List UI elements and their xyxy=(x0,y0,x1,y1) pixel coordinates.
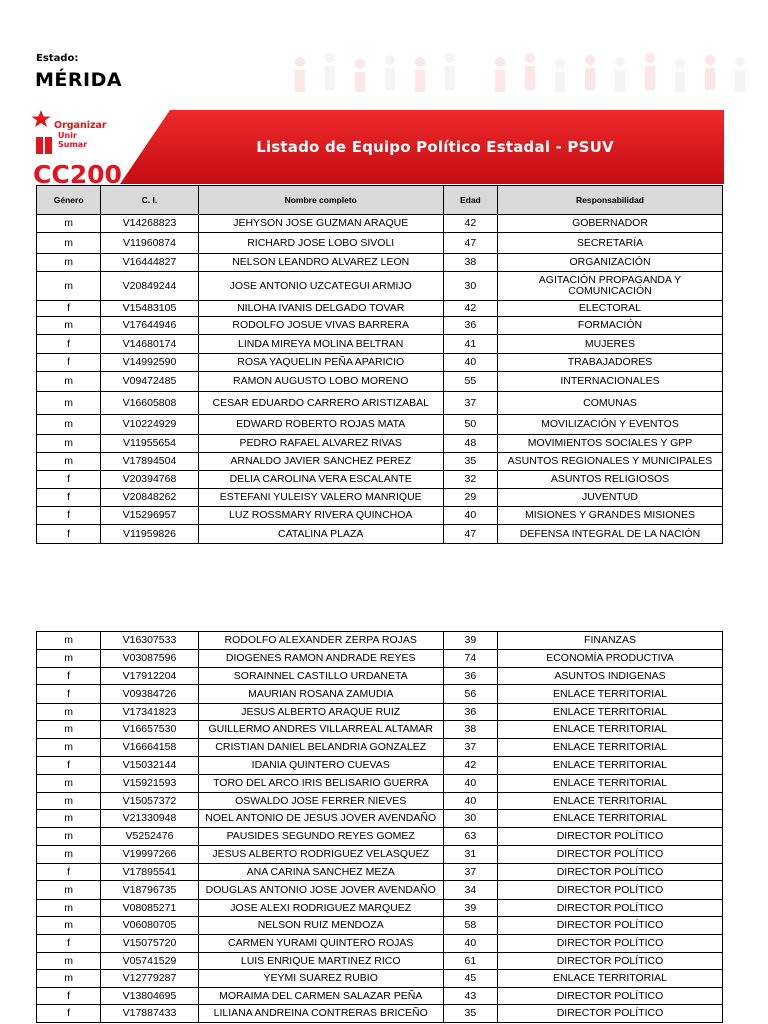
cell-responsabilidad: ENLACE TERRITORIAL xyxy=(497,970,722,988)
cell-ci: V15483105 xyxy=(101,301,198,317)
cell-ci: V09384726 xyxy=(101,685,198,704)
cell-edad: 58 xyxy=(443,917,497,935)
cell-edad: 37 xyxy=(443,392,497,415)
cell-nombre: ANA CARINA SANCHEZ MEZA xyxy=(198,864,443,881)
table-row xyxy=(37,507,723,525)
cell-responsabilidad: DEFENSA INTEGRAL DE LA NACIÓN xyxy=(497,525,722,544)
table-row xyxy=(37,739,723,757)
table2-body xyxy=(37,632,723,1023)
cell-responsabilidad: ECONOMÍA PRODUCTIVA xyxy=(497,650,722,668)
cell-ci: V14680174 xyxy=(101,335,198,354)
cell-nombre: CESAR EDUARDO CARRERO ARISTIZABAL xyxy=(198,392,443,415)
logo-line1: Organizar xyxy=(54,120,107,131)
table-row xyxy=(37,828,723,846)
cell-genero: m xyxy=(37,775,101,793)
cell-responsabilidad: ASUNTOS REGIONALES Y MUNICIPALES xyxy=(497,453,722,471)
cell-edad: 42 xyxy=(443,301,497,317)
cell-edad: 39 xyxy=(443,900,497,917)
table-row xyxy=(37,489,723,507)
cell-genero: m xyxy=(37,272,101,301)
cell-ci: V20849244 xyxy=(101,272,198,301)
cell-ci: V10224929 xyxy=(101,415,198,435)
table-row xyxy=(37,1005,723,1023)
cell-nombre: CARMEN YURAMI QUINTERO ROJAS xyxy=(198,935,443,953)
cell-edad: 36 xyxy=(443,317,497,335)
cell-responsabilidad: MOVILIZACIÓN Y EVENTOS xyxy=(497,415,722,435)
cell-responsabilidad: GOBERNADOR xyxy=(497,215,722,233)
logo-line2: Unir xyxy=(58,131,77,140)
table-row xyxy=(37,775,723,793)
table-row xyxy=(37,988,723,1005)
cell-edad: 40 xyxy=(443,354,497,372)
cell-nombre: CATALINA PLAZA xyxy=(198,525,443,544)
cell-ci: V17341823 xyxy=(101,704,198,721)
cell-nombre: RAMON AUGUSTO LOBO MORENO xyxy=(198,372,443,392)
cell-ci: V21330948 xyxy=(101,810,198,828)
cell-ci: V03087596 xyxy=(101,650,198,668)
cell-genero: f xyxy=(37,757,101,775)
cell-nombre: LUZ ROSSMARY RIVERA QUINCHOA xyxy=(198,507,443,525)
logo-brand: CC200 xyxy=(33,160,122,186)
table-row xyxy=(37,335,723,354)
cell-genero: m xyxy=(37,810,101,828)
cell-ci: V15075720 xyxy=(101,935,198,953)
cell-genero: m xyxy=(37,846,101,864)
cell-ci: V15057372 xyxy=(101,793,198,810)
cell-genero: f xyxy=(37,507,101,525)
cell-ci: V20848262 xyxy=(101,489,198,507)
cell-genero: m xyxy=(37,650,101,668)
cell-nombre: RODOLFO ALEXANDER ZERPA ROJAS xyxy=(198,632,443,650)
cell-genero: f xyxy=(37,935,101,953)
cell-nombre: MORAIMA DEL CARMEN SALAZAR PEÑA xyxy=(198,988,443,1005)
cell-edad: 42 xyxy=(443,215,497,233)
cell-nombre: ESTEFANI YULEISY VALERO MANRIQUE xyxy=(198,489,443,507)
political-team-table-2 xyxy=(36,631,723,1023)
table-row xyxy=(37,354,723,372)
cell-ci: V16657530 xyxy=(101,721,198,739)
cell-edad: 40 xyxy=(443,775,497,793)
cell-genero: m xyxy=(37,435,101,453)
cell-edad: 35 xyxy=(443,1005,497,1023)
cell-edad: 37 xyxy=(443,739,497,757)
cell-responsabilidad: DIRECTOR POLÍTICO xyxy=(497,1005,722,1023)
cell-nombre: JESUS ALBERTO ARAQUE RUIZ xyxy=(198,704,443,721)
cell-nombre: CRISTIAN DANIEL BELANDRIA GONZALEZ xyxy=(198,739,443,757)
cell-edad: 63 xyxy=(443,828,497,846)
cell-edad: 40 xyxy=(443,935,497,953)
cell-edad: 41 xyxy=(443,335,497,354)
cell-genero: f xyxy=(37,685,101,704)
cell-ci: V18796735 xyxy=(101,881,198,900)
cell-edad: 74 xyxy=(443,650,497,668)
cell-ci: V11959826 xyxy=(101,525,198,544)
banner-title: Listado de Equipo Político Estadal - PSUV xyxy=(256,138,614,156)
cell-nombre: SORAINNEL CASTILLO URDANETA xyxy=(198,668,443,685)
cell-responsabilidad: COMUNAS xyxy=(497,392,722,415)
col-header-edad: Edad xyxy=(443,186,497,215)
cell-responsabilidad: ENLACE TERRITORIAL xyxy=(497,739,722,757)
star-icon xyxy=(32,110,51,127)
cell-genero: m xyxy=(37,392,101,415)
cell-responsabilidad: ENLACE TERRITORIAL xyxy=(497,810,722,828)
cell-genero: m xyxy=(37,317,101,335)
table-row xyxy=(37,272,723,301)
cell-edad: 29 xyxy=(443,489,497,507)
cell-genero: m xyxy=(37,953,101,970)
cell-genero: f xyxy=(37,525,101,544)
cell-edad: 39 xyxy=(443,632,497,650)
cell-genero: m xyxy=(37,917,101,935)
cell-genero: f xyxy=(37,864,101,881)
table1-body xyxy=(37,215,723,544)
cell-responsabilidad: FORMACIÓN xyxy=(497,317,722,335)
cell-ci: V15921593 xyxy=(101,775,198,793)
cell-genero: m xyxy=(37,632,101,650)
col-header-genero: Género xyxy=(37,186,101,215)
col-header-ci: C. I. xyxy=(101,186,198,215)
cell-nombre: LINDA MIREYA MOLINA BELTRAN xyxy=(198,335,443,354)
cell-edad: 34 xyxy=(443,881,497,900)
logo-line3: Sumar xyxy=(58,140,88,149)
cell-edad: 30 xyxy=(443,272,497,301)
table-row xyxy=(37,650,723,668)
cell-edad: 61 xyxy=(443,953,497,970)
table-row xyxy=(37,721,723,739)
cell-ci: V14268823 xyxy=(101,215,198,233)
political-team-table-1 xyxy=(36,185,723,544)
cell-edad: 48 xyxy=(443,435,497,453)
cell-edad: 50 xyxy=(443,415,497,435)
cell-edad: 40 xyxy=(443,793,497,810)
cell-ci: V11955654 xyxy=(101,435,198,453)
table-row xyxy=(37,846,723,864)
table-row xyxy=(37,632,723,650)
cell-edad: 55 xyxy=(443,372,497,392)
cell-nombre: JEHYSON JOSE GUZMAN ARAQUE xyxy=(198,215,443,233)
cell-responsabilidad: DIRECTOR POLÍTICO xyxy=(497,881,722,900)
cell-responsabilidad: DIRECTOR POLÍTICO xyxy=(497,917,722,935)
cell-genero: m xyxy=(37,704,101,721)
table-row xyxy=(37,301,723,317)
cell-responsabilidad: DIRECTOR POLÍTICO xyxy=(497,900,722,917)
table-row xyxy=(37,917,723,935)
cell-genero: f xyxy=(37,489,101,507)
cell-nombre: OSWALDO JOSE FERRER NIEVES xyxy=(198,793,443,810)
table-row xyxy=(37,415,723,435)
cell-nombre: LILIANA ANDREINA CONTRERAS BRICEÑO xyxy=(198,1005,443,1023)
cell-nombre: RODOLFO JOSUE VIVAS BARRERA xyxy=(198,317,443,335)
cell-nombre: DELIA CAROLINA VERA ESCALANTE xyxy=(198,471,443,489)
table-row xyxy=(37,881,723,900)
table-row xyxy=(37,757,723,775)
cell-nombre: PEDRO RAFAEL ALVAREZ RIVAS xyxy=(198,435,443,453)
cell-nombre: GUILLERMO ANDRES VILLARREAL ALTAMAR xyxy=(198,721,443,739)
cell-responsabilidad: AGITACIÓN PROPAGANDA Y COMUNICACIÓN xyxy=(497,272,722,301)
cell-responsabilidad: ASUNTOS INDIGENAS xyxy=(497,668,722,685)
cell-edad: 43 xyxy=(443,988,497,1005)
cell-edad: 40 xyxy=(443,507,497,525)
cell-ci: V09472485 xyxy=(101,372,198,392)
cell-genero: m xyxy=(37,721,101,739)
cell-genero: f xyxy=(37,301,101,317)
cell-genero: m xyxy=(37,453,101,471)
cell-edad: 37 xyxy=(443,864,497,881)
cell-genero: m xyxy=(37,233,101,254)
cell-nombre: LUIS ENRIQUE MARTINEZ RICO xyxy=(198,953,443,970)
cell-nombre: JOSE ANTONIO UZCATEGUI ARMIJO xyxy=(198,272,443,301)
cell-responsabilidad: ENLACE TERRITORIAL xyxy=(497,793,722,810)
cell-genero: f xyxy=(37,471,101,489)
col-header-responsabilidad: Responsabilidad xyxy=(497,186,722,215)
cell-responsabilidad: DIRECTOR POLÍTICO xyxy=(497,828,722,846)
cell-ci: V16307533 xyxy=(101,632,198,650)
cell-nombre: IDANIA QUINTERO CUEVAS xyxy=(198,757,443,775)
cell-edad: 56 xyxy=(443,685,497,704)
cell-nombre: DIOGENES RAMON ANDRADE REYES xyxy=(198,650,443,668)
cell-nombre: NOEL ANTONIO DE JESUS JOVER AVENDAÑO xyxy=(198,810,443,828)
cell-genero: f xyxy=(37,354,101,372)
cell-genero: m xyxy=(37,254,101,272)
cell-responsabilidad: ENLACE TERRITORIAL xyxy=(497,721,722,739)
cell-genero: f xyxy=(37,335,101,354)
cell-genero: m xyxy=(37,970,101,988)
table-row xyxy=(37,372,723,392)
cell-genero: m xyxy=(37,828,101,846)
cell-ci: V15032144 xyxy=(101,757,198,775)
cell-nombre: JESUS ALBERTO RODRIGUEZ VELASQUEZ xyxy=(198,846,443,864)
cell-responsabilidad: DIRECTOR POLÍTICO xyxy=(497,953,722,970)
table-row xyxy=(37,953,723,970)
cell-genero: f xyxy=(37,668,101,685)
header-background-pattern xyxy=(0,0,768,110)
cell-responsabilidad: ENLACE TERRITORIAL xyxy=(497,757,722,775)
table-row xyxy=(37,810,723,828)
cell-ci: V14992590 xyxy=(101,354,198,372)
cell-nombre: TORO DEL ARCO IRIS BELISARIO GUERRA xyxy=(198,775,443,793)
cell-responsabilidad: ORGANIZACIÓN xyxy=(497,254,722,272)
cell-ci: V19997266 xyxy=(101,846,198,864)
cell-nombre: NILOHA IVANIS DELGADO TOVAR xyxy=(198,301,443,317)
table-row xyxy=(37,793,723,810)
cell-edad: 32 xyxy=(443,471,497,489)
cell-nombre: PAUSIDES SEGUNDO REYES GOMEZ xyxy=(198,828,443,846)
cell-responsabilidad: DIRECTOR POLÍTICO xyxy=(497,935,722,953)
cell-ci: V17912204 xyxy=(101,668,198,685)
cell-genero: m xyxy=(37,900,101,917)
table-header-row xyxy=(37,186,723,215)
cell-nombre: NELSON LEANDRO ALVAREZ LEON xyxy=(198,254,443,272)
table-row xyxy=(37,435,723,453)
cell-ci: V11960874 xyxy=(101,233,198,254)
cell-responsabilidad: ENLACE TERRITORIAL xyxy=(497,704,722,721)
table-row xyxy=(37,215,723,233)
cell-genero: m xyxy=(37,415,101,435)
cell-genero: m xyxy=(37,215,101,233)
cell-genero: m xyxy=(37,881,101,900)
cell-ci: V06080705 xyxy=(101,917,198,935)
cell-genero: f xyxy=(37,988,101,1005)
table-row xyxy=(37,525,723,544)
cell-ci: V17644946 xyxy=(101,317,198,335)
cell-responsabilidad: ENLACE TERRITORIAL xyxy=(497,775,722,793)
estado-label: Estado: xyxy=(36,53,79,64)
cell-edad: 47 xyxy=(443,525,497,544)
table-row xyxy=(37,233,723,254)
cell-edad: 35 xyxy=(443,453,497,471)
cell-responsabilidad: DIRECTOR POLÍTICO xyxy=(497,864,722,881)
cell-edad: 38 xyxy=(443,721,497,739)
table-row xyxy=(37,970,723,988)
cell-responsabilidad: FINANZAS xyxy=(497,632,722,650)
cell-nombre: RICHARD JOSE LOBO SIVOLI xyxy=(198,233,443,254)
cell-responsabilidad: TRABAJADORES xyxy=(497,354,722,372)
table-row xyxy=(37,668,723,685)
cell-ci: V12779287 xyxy=(101,970,198,988)
cell-genero: m xyxy=(37,739,101,757)
cell-nombre: MAURIAN ROSANA ZAMUDIA xyxy=(198,685,443,704)
cell-edad: 47 xyxy=(443,233,497,254)
cell-responsabilidad: MISIONES Y GRANDES MISIONES xyxy=(497,507,722,525)
cell-responsabilidad: ELECTORAL xyxy=(497,301,722,317)
cell-genero: m xyxy=(37,793,101,810)
cell-edad: 45 xyxy=(443,970,497,988)
table-row xyxy=(37,704,723,721)
cell-genero: f xyxy=(37,1005,101,1023)
cell-responsabilidad: MUJERES xyxy=(497,335,722,354)
cell-ci: V17894504 xyxy=(101,453,198,471)
cell-ci: V17895541 xyxy=(101,864,198,881)
cell-nombre: ROSA YAQUELIN PEÑA APARICIO xyxy=(198,354,443,372)
cell-ci: V15296957 xyxy=(101,507,198,525)
table-row xyxy=(37,392,723,415)
cell-responsabilidad: DIRECTOR POLÍTICO xyxy=(497,988,722,1005)
cell-edad: 36 xyxy=(443,704,497,721)
cell-ci: V16664158 xyxy=(101,739,198,757)
table-row xyxy=(37,471,723,489)
cell-ci: V08085271 xyxy=(101,900,198,917)
cell-nombre: NELSON RUIZ MENDOZA xyxy=(198,917,443,935)
cell-responsabilidad: INTERNACIONALES xyxy=(497,372,722,392)
cell-ci: V05741529 xyxy=(101,953,198,970)
cell-responsabilidad: JUVENTUD xyxy=(497,489,722,507)
cell-genero: m xyxy=(37,372,101,392)
cell-ci: V16444827 xyxy=(101,254,198,272)
cell-nombre: EDWARD ROBERTO ROJAS MATA xyxy=(198,415,443,435)
cell-nombre: YEYMI SUAREZ RUBIO xyxy=(198,970,443,988)
cell-edad: 31 xyxy=(443,846,497,864)
cell-ci: V20394768 xyxy=(101,471,198,489)
cell-responsabilidad: DIRECTOR POLÍTICO xyxy=(497,846,722,864)
cell-ci: V13804695 xyxy=(101,988,198,1005)
cell-edad: 42 xyxy=(443,757,497,775)
cell-nombre: JOSE ALEXI RODRIGUEZ MARQUEZ xyxy=(198,900,443,917)
table-row xyxy=(37,317,723,335)
cell-ci: V5252476 xyxy=(101,828,198,846)
estado-name: MÉRIDA xyxy=(35,69,123,91)
cell-edad: 38 xyxy=(443,254,497,272)
cell-nombre: ARNALDO JAVIER SANCHEZ PEREZ xyxy=(198,453,443,471)
cell-responsabilidad: ASUNTOS RELIGIOSOS xyxy=(497,471,722,489)
table-row xyxy=(37,864,723,881)
col-header-nombre: Nombre completo xyxy=(198,186,443,215)
cell-ci: V17887433 xyxy=(101,1005,198,1023)
table-row xyxy=(37,900,723,917)
table-row xyxy=(37,254,723,272)
cell-nombre: DOUGLAS ANTONIO JOSE JOVER AVENDAÑO xyxy=(198,881,443,900)
cell-responsabilidad: ENLACE TERRITORIAL xyxy=(497,685,722,704)
cell-edad: 30 xyxy=(443,810,497,828)
cell-ci: V16605808 xyxy=(101,392,198,415)
table-row xyxy=(37,453,723,471)
table-row xyxy=(37,935,723,953)
table-row xyxy=(37,685,723,704)
cell-responsabilidad: MOVIMIENTOS SOCIALES Y GPP xyxy=(497,435,722,453)
cell-edad: 36 xyxy=(443,668,497,685)
cell-responsabilidad: SECRETARÍA xyxy=(497,233,722,254)
